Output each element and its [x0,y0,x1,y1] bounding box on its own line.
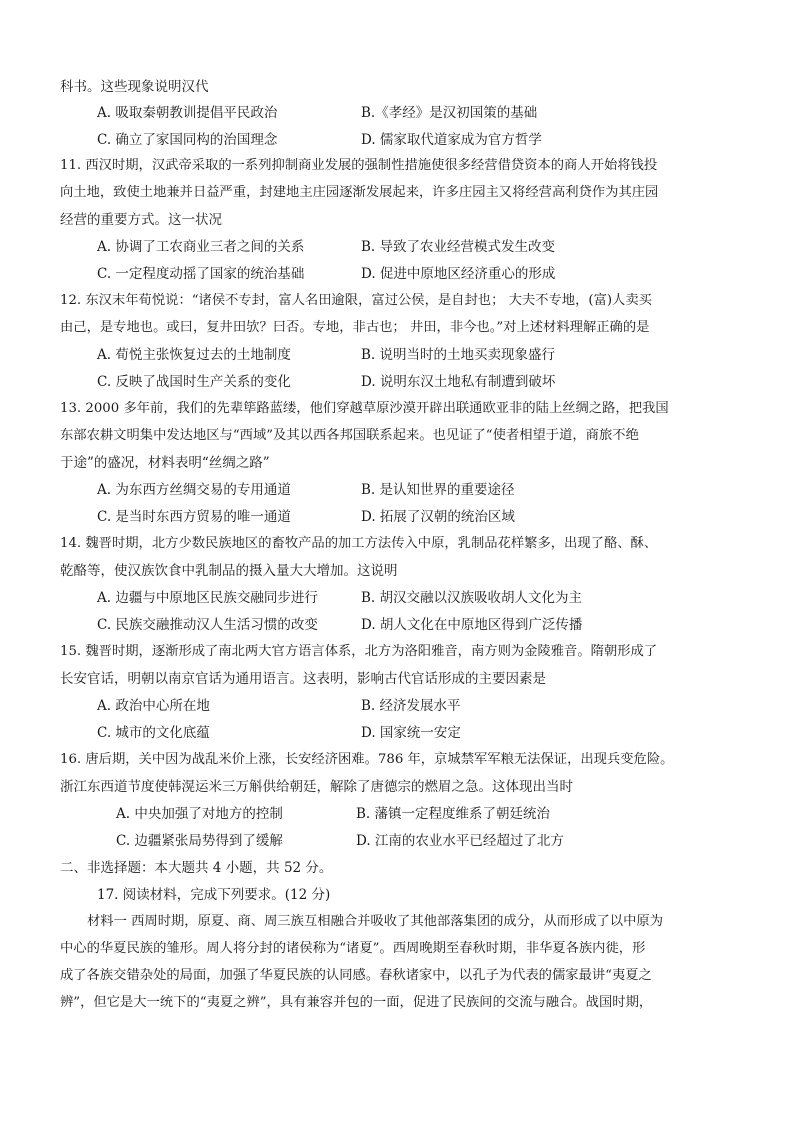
option-d: D. 儒家取代道家成为官方哲学 [361,132,542,148]
option-c: C. 是当时东西方贸易的唯一通道 [97,509,291,525]
option-c: C. 民族交融推动汉人生活习惯的改变 [97,617,318,633]
option-a: A. 中央加强了对地方的控制 [116,806,283,822]
option-c: C. 确立了家国同构的治国理念 [97,132,278,148]
option-d: D. 促进中原地区经济重心的形成 [361,266,556,282]
option-b: B. 经济发展水平 [361,698,461,714]
option-d: D. 胡人文化在中原地区得到广泛传播 [361,617,583,633]
option-c: C. 城市的文化底蕴 [97,725,210,741]
text-line: 东部农耕文明集中发达地区与“西域”及其以西各邦国联系起来。也见证了“使者相望于道，商旅不绝 [60,428,639,443]
text-line: 经营的重要方式。这一状况 [60,212,222,228]
text-line: 乾酪等，使汉族饮食中乳制品的摄入量大大增加。这说明 [60,563,398,579]
section-heading: 二、非选择题：本大题共 4 小题，共 52 分。 [60,860,333,876]
question-14: 14. 魏晋时期，北方少数民族地区的畜牧产品的加工方法传入中原，乳制品花样繁多，出现了酪、酥、 [60,536,658,551]
material-line: 中心的华夏民族的雏形。周人将分封的诸侯称为“诸夏”。西周晚期至春秋时期，非华夏各族内徙，形 [60,941,646,956]
question-17: 17. 阅读材料，完成下列要求。(12 分) [97,887,331,903]
option-c: C. 一定程度动摇了国家的统治基础 [97,266,305,282]
option-b: B. 藩镇一定程度维系了朝廷统治 [356,806,551,822]
question-11: 11. 西汉时期，汉武帝采取的一系列抑制商业发展的强制性措施使很多经营借贷资本的商人开始将钱投 [60,158,658,173]
option-d: D. 拓展了汉朝的统治区域 [361,509,515,525]
option-b: B. 说明当时的土地买卖现象盛行 [361,347,556,363]
option-b: B. 是认知世界的重要途径 [361,482,515,498]
option-d: D. 国家统一安定 [361,725,461,741]
text-line: 由己，是专地也。或曰，复井田欤？曰否。专地，非古也； 井田，非今也。”对上述材料理解正确的是 [60,320,650,335]
question-16: 16. 唐后期，关中因为战乱米价上涨，长安经济困难。786 年，京城禁军军粮无法保证，出现兵变危险。 [60,752,674,767]
option-a: A. 协调了工农商业三者之间的关系 [97,239,305,255]
option-a: A. 吸取秦朝教训提倡平民政治 [97,105,278,121]
option-a: A. 荀悦主张恢复过去的土地制度 [97,347,291,363]
option-c: C. 边疆紧张局势得到了缓解 [116,833,283,849]
option-a: A. 为东西方丝绸交易的专用通道 [97,482,291,498]
question-15: 15. 魏晋时期，逐渐形成了南北两大官方语言体系，北方为洛阳雅音，南方则为金陵雅音。隋朝形成了 [60,644,658,659]
material-line: 成了各族交错杂处的局面，加强了华夏民族的认同感。春秋诸家中，以孔子为代表的儒家最讲“夷夏之 [60,968,652,983]
question-13: 13. 2000 多年前，我们的先辈筚路蓝缕，他们穿越草原沙漠开辟出联通欧亚非的陆上丝绸之路，把我国 [60,401,669,416]
option-a: A. 边疆与中原地区民族交融同步进行 [97,590,318,606]
option-b: B. 导致了农业经营模式发生改变 [361,239,556,255]
option-b: B. 胡汉交融以汉族吸收胡人文化为主 [361,590,583,606]
text-line: 科书。这些现象说明汉代 [60,79,209,95]
text-line: 于途”的盛况，材料表明“丝绸之路” [60,455,270,471]
text-line: 长安官话，明朝以南京官话为通用语言。这表明，影响古代官话形成的主要因素是 [60,671,546,687]
option-d: D. 江南的农业水平已经超过了北方 [356,833,564,849]
material-line: 材料一 西周时期，原夏、商、周三族互相融合并吸收了其他部落集团的成分，从而形成了以中原为 [87,914,663,929]
text-line: 浙江东西道节度使韩滉运米三万斛供给朝廷，解除了唐德宗的燃眉之急。这体现出当时 [60,779,573,795]
option-c: C. 反映了战国时生产关系的变化 [97,374,291,390]
text-line: 向土地，致使土地兼并日益严重，封建地主庄园逐渐发展起来，许多庄园主又将经营高利贷作为其庄园 [60,185,659,200]
option-b: B.《孝经》是汉初国策的基础 [361,105,538,121]
option-a: A. 政治中心所在地 [97,698,210,714]
question-12: 12. 东汉末年荀悦说：“诸侯不专封，富人名田逾限，富过公侯，是自封也； 大夫不专地，(富)人卖买 [60,293,652,308]
option-d: D. 说明东汉土地私有制遭到破坏 [361,374,556,390]
material-line: 辨”，但它是大一统下的“夷夏之辨”，具有兼容并包的一面，促进了民族间的交流与融合。战国时期， [60,995,653,1010]
